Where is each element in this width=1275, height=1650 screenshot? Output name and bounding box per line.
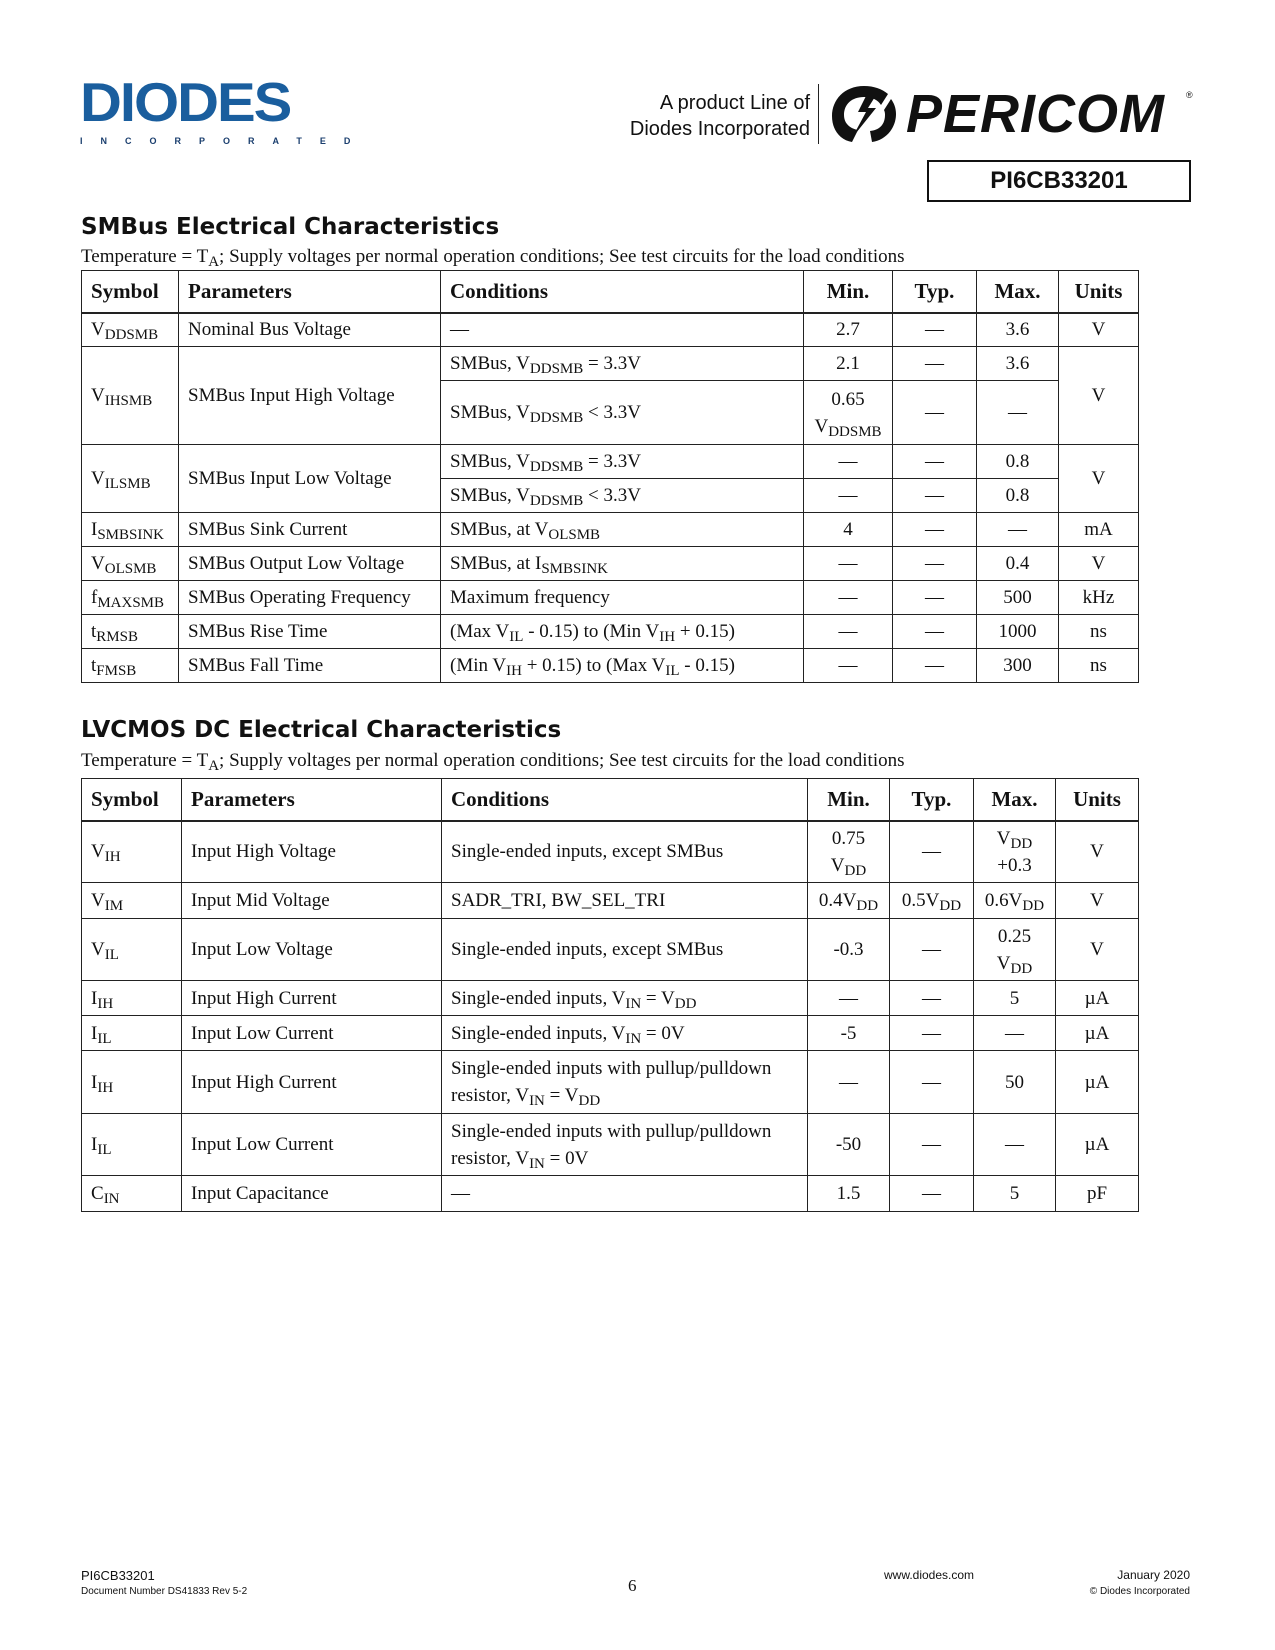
cell-typ: —	[890, 821, 974, 883]
cell-condition: SADR_TRI, BW_SEL_TRI	[442, 883, 808, 919]
cell-condition: —	[441, 313, 804, 347]
header-symbol: Symbol	[82, 271, 179, 313]
cell-symbol: $f_{MAXSMB}$	[82, 581, 179, 615]
registered-mark: ®	[1186, 90, 1193, 100]
cell-typ: —	[893, 649, 977, 683]
cell-symbol: $I_{IL}$	[82, 1114, 182, 1176]
cell-min: -50	[808, 1114, 890, 1176]
cell-max: 0.4	[977, 547, 1059, 581]
cell-symbol: $I_{IH}$	[82, 981, 182, 1016]
cell-typ: —	[890, 1176, 974, 1212]
header-min: Min.	[808, 779, 890, 821]
cell-units: ns	[1059, 649, 1139, 683]
cell-max: 5	[974, 1176, 1056, 1212]
cell-symbol: $I_{SMBSINK}$	[82, 513, 179, 547]
cell-typ: —	[893, 547, 977, 581]
header-divider	[818, 84, 819, 144]
header-parameters: Parameters	[179, 271, 441, 313]
cell-condition: SMBus, at $V_{OLSMB}$	[441, 513, 804, 547]
table-row	[82, 615, 1139, 649]
cell-condition: Single-ended inputs, except SMBus	[442, 821, 808, 883]
smbus-section-note: Temperature = $T_A$; Supply voltages per normal operation conditions; See test circuits for the load conditions	[81, 246, 905, 270]
cell-min: —	[808, 981, 890, 1016]
cell-symbol: $V_{ILSMB}$	[82, 445, 179, 513]
diodes-logo-text: DIODES	[80, 71, 291, 134]
header-conditions: Conditions	[442, 779, 808, 821]
footer-copyright: © Diodes Incorporated	[1089, 1586, 1190, 1597]
cell-parameter: SMBus Input High Voltage	[179, 347, 441, 445]
header-max: Max.	[974, 779, 1056, 821]
cell-typ: —	[893, 479, 977, 513]
cell-units: pF	[1056, 1176, 1139, 1212]
cell-min: 2.1	[804, 347, 893, 381]
cell-min: 4	[804, 513, 893, 547]
cell-typ: —	[893, 615, 977, 649]
cell-units: V	[1059, 547, 1139, 581]
cell-min: —	[804, 649, 893, 683]
table-row	[82, 1051, 1139, 1114]
cell-condition: SMBus, at $I_{SMBSINK}$	[441, 547, 804, 581]
cell-units: ns	[1059, 615, 1139, 649]
cell-max: —	[977, 513, 1059, 547]
diodes-logo-incorporated: INCORPORATED	[80, 136, 369, 146]
cell-parameter: SMBus Sink Current	[179, 513, 441, 547]
header-max: Max.	[977, 271, 1059, 313]
cell-max: —	[974, 1114, 1056, 1176]
cell-units: µA	[1056, 981, 1139, 1016]
cell-parameter: Nominal Bus Voltage	[179, 313, 441, 347]
cell-max: 5	[974, 981, 1056, 1016]
cell-typ: —	[890, 1051, 974, 1114]
cell-condition: Single-ended inputs with pullup/pulldown resistor, $V_{IN} = 0V$	[442, 1114, 808, 1176]
cell-parameter: Input High Voltage	[182, 821, 442, 883]
cell-condition: Single-ended inputs, $V_{IN} = V_{DD}$	[442, 981, 808, 1016]
cell-max: 3.6	[977, 347, 1059, 381]
cell-min: —	[804, 445, 893, 479]
cell-typ: —	[893, 347, 977, 381]
cell-units: V	[1059, 445, 1139, 513]
table-row	[82, 1114, 1139, 1176]
cell-max: 3.6	[977, 313, 1059, 347]
cell-parameter: SMBus Input Low Voltage	[179, 445, 441, 513]
cell-condition: (Min $V_{IH} + 0.15$) to (Max $V_{IL} - 0.15$)	[441, 649, 804, 683]
cell-symbol: $I_{IH}$	[82, 1051, 182, 1114]
cell-max: 300	[977, 649, 1059, 683]
cell-symbol: $V_{DDSMB}$	[82, 313, 179, 347]
cell-max: 0.25 $V_{DD}$	[974, 919, 1056, 981]
cell-units: V	[1059, 313, 1139, 347]
cell-typ: —	[893, 313, 977, 347]
table-row	[82, 649, 1139, 683]
cell-typ: —	[890, 1114, 974, 1176]
cell-max: 500	[977, 581, 1059, 615]
cell-max: $0.6V_{DD}$	[974, 883, 1056, 919]
cell-condition: (Max $V_{IL} - 0.15$) to (Min $V_{IH} + 0.15$)	[441, 615, 804, 649]
part-number-box: PI6CB33201	[927, 160, 1191, 202]
cell-symbol: $V_{IL}$	[82, 919, 182, 981]
cell-symbol: $I_{IL}$	[82, 1016, 182, 1051]
table-row	[82, 347, 1139, 381]
pericom-logo-text: PERICOM	[906, 84, 1166, 144]
cell-condition: SMBus, $V_{DDSMB} = 3.3V$	[441, 445, 804, 479]
cell-parameter: Input High Current	[182, 981, 442, 1016]
cell-max: $V_{DD}$ +0.3	[974, 821, 1056, 883]
table-header-row	[82, 779, 1139, 821]
cell-max: 0.8	[977, 445, 1059, 479]
cell-max: 0.8	[977, 479, 1059, 513]
cell-min: 0.65 $V_{DDSMB}$	[804, 381, 893, 445]
cell-typ: —	[893, 381, 977, 445]
lvcmos-table	[81, 778, 1139, 1212]
cell-condition: Maximum frequency	[441, 581, 804, 615]
pericom-logo	[828, 82, 1198, 146]
cell-max: —	[974, 1016, 1056, 1051]
table-row	[82, 313, 1139, 347]
cell-units: µA	[1056, 1016, 1139, 1051]
lvcmos-section-note: Temperature = $T_A$; Supply voltages per normal operation conditions; See test circuits for the load conditions	[81, 750, 905, 774]
cell-units: V	[1056, 883, 1139, 919]
cell-condition: Single-ended inputs with pullup/pulldown resistor, $V_{IN} = V_{DD}$	[442, 1051, 808, 1114]
cell-typ: —	[893, 581, 977, 615]
cell-min: —	[804, 581, 893, 615]
cell-symbol: $t_{RMSB}$	[82, 615, 179, 649]
cell-symbol: $V_{IHSMB}$	[82, 347, 179, 445]
cell-min: 0.75 $V_{DD}$	[808, 821, 890, 883]
header-typ: Typ.	[890, 779, 974, 821]
cell-parameter: Input Capacitance	[182, 1176, 442, 1212]
cell-symbol: $V_{OLSMB}$	[82, 547, 179, 581]
lvcmos-section-title: LVCMOS DC Electrical Characteristics	[81, 717, 562, 743]
table-row	[82, 513, 1139, 547]
cell-parameter: SMBus Output Low Voltage	[179, 547, 441, 581]
footer-page-number: 6	[628, 1576, 637, 1595]
cell-parameter: SMBus Operating Frequency	[179, 581, 441, 615]
cell-condition: SMBus, $V_{DDSMB} = 3.3V$	[441, 347, 804, 381]
cell-max: 50	[974, 1051, 1056, 1114]
cell-parameter: Input Low Current	[182, 1114, 442, 1176]
table-row	[82, 919, 1139, 981]
cell-typ: —	[890, 1016, 974, 1051]
header-conditions: Conditions	[441, 271, 804, 313]
table-row	[82, 883, 1139, 919]
table-row	[82, 1016, 1139, 1051]
table-header-row	[82, 271, 1139, 313]
smbus-section-title: SMBus Electrical Characteristics	[81, 214, 500, 240]
cell-max: 1000	[977, 615, 1059, 649]
cell-min: —	[804, 479, 893, 513]
cell-typ: —	[893, 445, 977, 479]
cell-min: -5	[808, 1016, 890, 1051]
cell-condition: SMBus, $V_{DDSMB} < 3.3V$	[441, 381, 804, 445]
cell-parameter: Input Low Current	[182, 1016, 442, 1051]
product-line-text	[600, 90, 810, 142]
header-symbol: Symbol	[82, 779, 182, 821]
cell-parameter: Input High Current	[182, 1051, 442, 1114]
table-row	[82, 1176, 1139, 1212]
cell-condition: SMBus, $V_{DDSMB} < 3.3V$	[441, 479, 804, 513]
header-units: Units	[1056, 779, 1139, 821]
cell-units: µA	[1056, 1051, 1139, 1114]
cell-typ: —	[890, 919, 974, 981]
cell-units: mA	[1059, 513, 1139, 547]
cell-parameter: Input Mid Voltage	[182, 883, 442, 919]
header-typ: Typ.	[893, 271, 977, 313]
cell-parameter: SMBus Fall Time	[179, 649, 441, 683]
table-row	[82, 821, 1139, 883]
table-row	[82, 581, 1139, 615]
cell-min: —	[808, 1051, 890, 1114]
cell-min: $0.4V_{DD}$	[808, 883, 890, 919]
cell-typ: $0.5V_{DD}$	[890, 883, 974, 919]
cell-condition: Single-ended inputs, except SMBus	[442, 919, 808, 981]
cell-units: kHz	[1059, 581, 1139, 615]
footer-date: January 2020	[1117, 1568, 1190, 1582]
cell-symbol: $V_{IM}$	[82, 883, 182, 919]
cell-max: —	[977, 381, 1059, 445]
cell-units: V	[1059, 347, 1139, 445]
cell-min: —	[804, 547, 893, 581]
footer-part-number: PI6CB33201	[81, 1568, 155, 1583]
product-line-1: A product Line of	[659, 92, 810, 114]
header-min: Min.	[804, 271, 893, 313]
table-row	[82, 981, 1139, 1016]
footer-document-number: Document Number DS41833 Rev 5-2	[81, 1586, 248, 1597]
table-row	[82, 547, 1139, 581]
table-row	[82, 445, 1139, 479]
cell-symbol: $V_{IH}$	[82, 821, 182, 883]
cell-typ: —	[890, 981, 974, 1016]
cell-min: —	[804, 615, 893, 649]
pericom-mark-icon	[828, 82, 900, 146]
cell-parameter: Input Low Voltage	[182, 919, 442, 981]
cell-min: -0.3	[808, 919, 890, 981]
cell-typ: —	[893, 513, 977, 547]
footer-website: www.diodes.com	[884, 1568, 975, 1582]
header-parameters: Parameters	[182, 779, 442, 821]
cell-units: V	[1056, 821, 1139, 883]
cell-min: 2.7	[804, 313, 893, 347]
header-units: Units	[1059, 271, 1139, 313]
product-line-2: Diodes Incorporated	[629, 118, 810, 140]
cell-units: V	[1056, 919, 1139, 981]
cell-parameter: SMBus Rise Time	[179, 615, 441, 649]
cell-min: 1.5	[808, 1176, 890, 1212]
cell-condition: Single-ended inputs, $V_{IN} = 0V$	[442, 1016, 808, 1051]
cell-condition: —	[442, 1176, 808, 1212]
smbus-table	[81, 270, 1139, 683]
cell-symbol: $C_{IN}$	[82, 1176, 182, 1212]
diodes-logo	[80, 71, 369, 146]
cell-symbol: $t_{FMSB}$	[82, 649, 179, 683]
cell-units: µA	[1056, 1114, 1139, 1176]
